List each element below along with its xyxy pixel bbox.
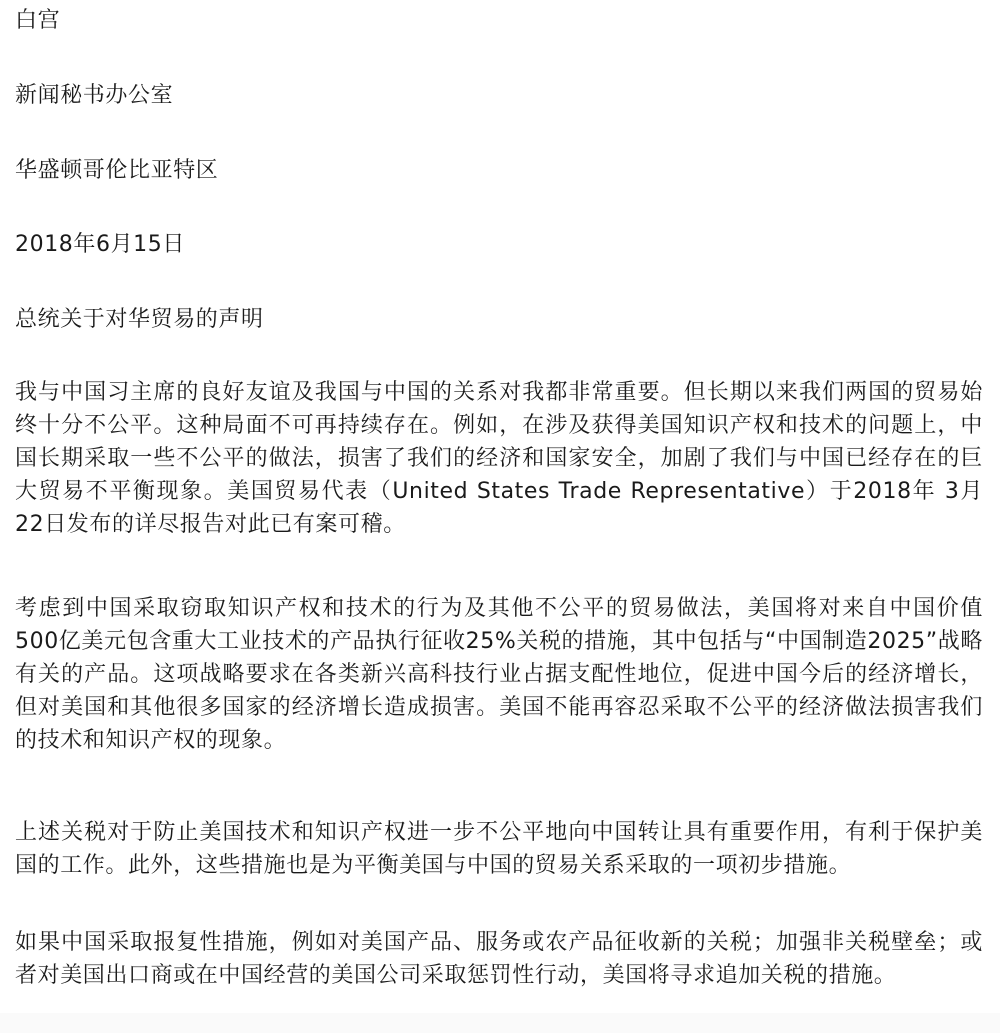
paragraph-1: 我与中国习主席的良好友谊及我国与中国的关系对我都非常重要。但长期以来我们两国的贸易始终十分不公平。这种局面不可再持续存在。例如，在涉及获得美国知识产权和技术的问题上，中国长期采取一些不公平的做法，损害了我们的经济和国家安全，加剧了我们与中国已经存在的巨大贸易不平衡现象。美国贸易代表（United States Trade Representative）于2018年 3月22日发布的详尽报告对此已有案可稽。: [15, 380, 983, 537]
statement-title: 总统关于对华贸易的声明: [15, 307, 264, 332]
paragraph-3: 上述关税对于防止美国技术和知识产权进一步不公平地向中国转让具有重要作用，有利于保护美国的工作。此外，这些措施也是为平衡美国与中国的贸易关系采取的一项初步措施。: [15, 820, 983, 878]
office-name: 新闻秘书办公室: [15, 83, 174, 108]
paragraph-4: 如果中国采取报复性措施，例如对美国产品、服务或农产品征收新的关税；加强非关税壁垒；或者对美国出口商或在中国经营的美国公司采取惩罚性行动，美国将寻求追加关税的措施。: [15, 930, 983, 988]
paragraph-2: 考虑到中国采取窃取知识产权和技术的行为及其他不公平的贸易做法，美国将对来自中国价值500亿美元包含重大工业技术的产品执行征收25%关税的措施，其中包括与“中国制造2025”战略有关的产品。这项战略要求在各类新兴高科技行业占据支配性地位，促进中国今后的经济增长，但对美国和其他很多国家的经济增长造成损害。美国不能再容忍采取不公平的经济做法损害我们的技术和知识产权的现象。: [15, 596, 983, 753]
org-name: 白宫: [15, 8, 61, 33]
bottom-edge: [0, 1013, 1000, 1033]
location: 华盛顿哥伦比亚特区: [15, 158, 219, 183]
release-date: 2018年6月15日: [15, 232, 185, 257]
